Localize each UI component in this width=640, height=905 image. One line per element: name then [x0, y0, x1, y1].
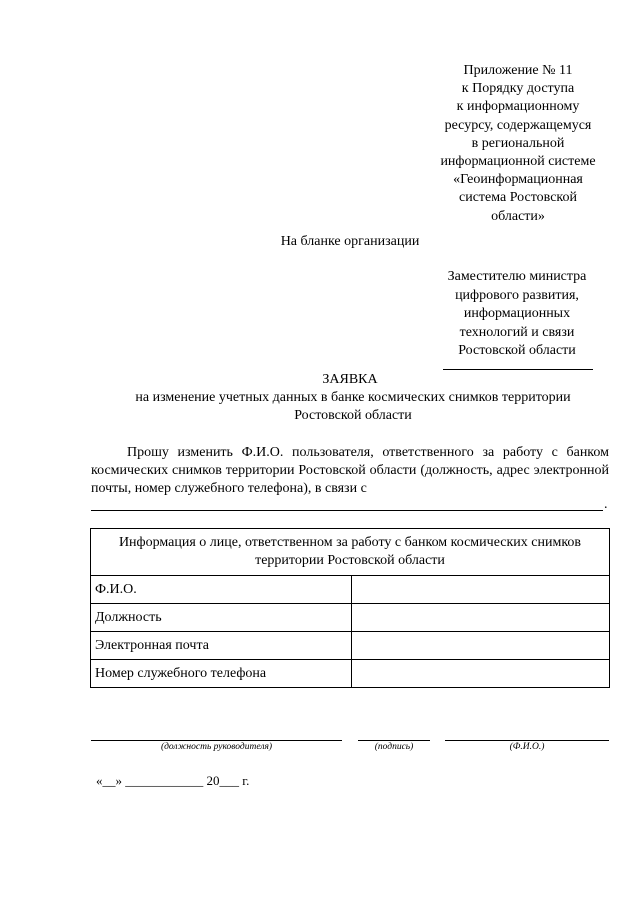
document-title: ЗАЯВКА [322, 372, 378, 387]
row-label: Ф.И.О. [91, 576, 352, 604]
table-header: Информация о лице, ответственном за работу с банком космических снимков территории Ростовской области [91, 529, 610, 576]
annex-line: Приложение № 11 [463, 63, 573, 78]
annex-reference [420, 62, 616, 226]
annex-line: в региональной [471, 135, 565, 151]
reason-end-period: . [604, 497, 608, 512]
position-signature-line [91, 740, 342, 741]
annex-line: к информационному [456, 99, 580, 115]
addressee-line: Заместителю министра [447, 269, 587, 284]
row-label: Электронная почта [91, 632, 352, 660]
addressee-underline [443, 369, 593, 370]
row-value [352, 632, 610, 660]
request-body: Прошу изменить Ф.И.О. пользователя, ответственного за работу с банком космических снимков территории Ростовской области (должность, адрес электронной почты, номер служебного телефона), в связи с [91, 445, 609, 496]
row-label: Должность [91, 604, 352, 632]
document-subtitle: на изменение учетных данных в банке космических снимков территории Ростовской области [135, 390, 571, 423]
addressee-line: цифрового развития, [455, 287, 579, 303]
annex-line: «Геоинформационная [453, 172, 583, 188]
row-label: Номер служебного телефона [91, 660, 352, 688]
signature-line [358, 740, 430, 741]
row-value [352, 660, 610, 688]
addressee-line: Ростовской области [458, 343, 576, 358]
name-caption: (Ф.И.О.) [509, 742, 545, 752]
position-caption: (должность руководителя) [160, 742, 273, 752]
responsible-person-table [90, 528, 610, 688]
row-value [352, 576, 610, 604]
addressee-line: информационных [463, 306, 571, 321]
table-row [91, 604, 610, 632]
table-row [91, 660, 610, 688]
row-value [352, 604, 610, 632]
date-line: «__» ____________ 20___ г. [96, 773, 250, 788]
annex-line: области» [491, 208, 545, 224]
annex-line: к Порядку доступа [461, 81, 575, 97]
annex-line: информационной системе [440, 154, 596, 170]
name-signature-line [445, 740, 609, 741]
annex-line: ресурсу, содержащемуся [444, 117, 592, 133]
addressee-block [432, 268, 602, 361]
letterhead-note: На бланке организации [280, 234, 420, 249]
table-row [91, 576, 610, 604]
annex-line: система Ростовской [459, 190, 577, 206]
table-row [91, 632, 610, 660]
addressee-line: технологий и связи [459, 324, 575, 340]
signature-caption: (подпись) [374, 742, 414, 752]
reason-fill-line [91, 510, 603, 511]
